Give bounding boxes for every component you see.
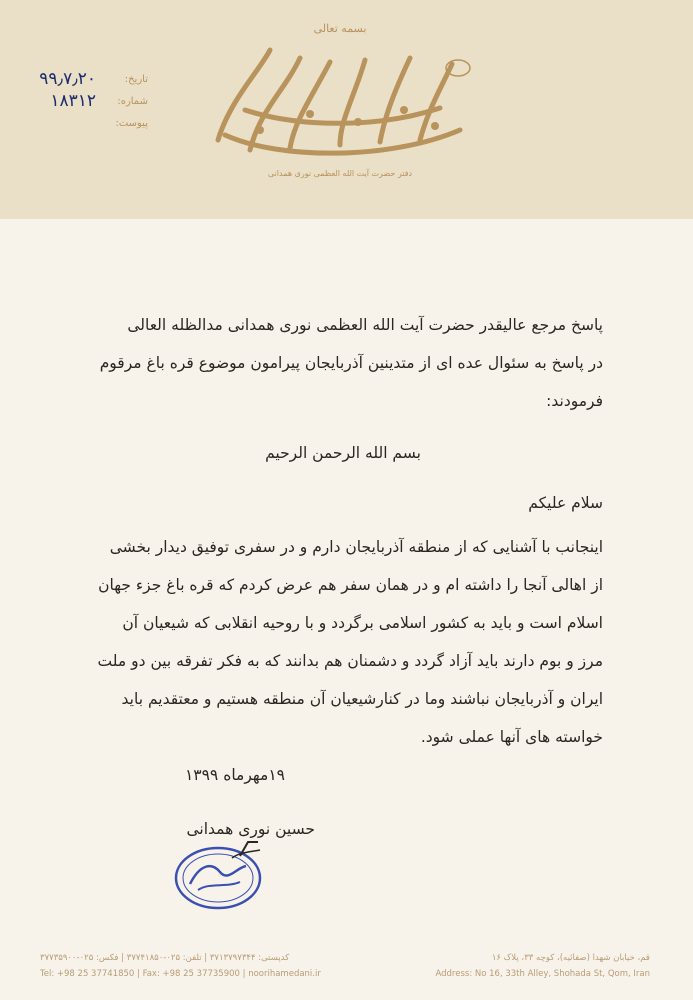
footer-address-fa: قم، خیابان شهدا (صفائیه)، کوچه ۳۳، پلاک ۱۶	[491, 953, 650, 963]
number-label: شماره:	[117, 95, 148, 107]
footer-address-en: Address: No 16, 33th Alley, Shohada St, Qom, Iran	[435, 969, 650, 979]
date-row	[39, 69, 148, 89]
intro-line: فرمودند:	[546, 392, 603, 410]
attachment-row	[100, 114, 148, 132]
intro-line: پاسخ مرجع عالیقدر حضرت آیت الله العظمی نوری همدانی مدالظله العالی	[127, 316, 603, 334]
basmala-mark: بسمه تعالی	[313, 22, 367, 35]
letter-date: ۱۹مهرماه ۱۳۹۹	[184, 766, 285, 784]
paragraph-line: از اهالی آنجا را داشته ام و در همان سفر هم عرض کردم که قره باغ جزء جهان	[98, 576, 603, 594]
letter-footer	[40, 945, 650, 985]
paragraph-line: ایران و آذربایجان نباشند وما در کنارشیعیان آن منطقه هستیم و معتقدیم باید	[121, 690, 603, 708]
letter-body	[83, 316, 603, 776]
date-label: تاریخ:	[124, 73, 148, 85]
footer-contact-fa: کدپستی: ۳۷۱۳۷۹۷۳۴۴ | تلفن: ۰۲۵-۳۷۷۴۱۸۵۰ | فکس: ۰۲۵-۳۷۷۳۵۹۰۰	[40, 953, 290, 963]
signature-name: حسین نوری همدانی	[186, 820, 315, 838]
number-row	[50, 91, 148, 111]
intro-line: در پاسخ به سئوال عده ای از متدینین آذربایجان پیرامون موضوع قره باغ مرقوم	[99, 354, 603, 372]
date-value: ۹۹٫۷٫۲۰	[39, 69, 96, 89]
footer-contact-en: Tel: +98 25 37741850 | Fax: +98 25 37735900 | noorihamedani.ir	[40, 969, 321, 979]
number-value: ۱۸۳۱۲	[50, 91, 96, 111]
seal-stamp	[170, 838, 266, 912]
greeting: سلام علیکم	[528, 494, 603, 512]
letterhead-border	[0, 196, 693, 226]
basmala: بسم الله الرحمن الرحیم	[265, 444, 421, 462]
paragraph-line: اسلام است و باید به کشور اسلامی برگردد و با روحیه انقلابی که شیعیان آن	[122, 614, 603, 632]
paragraph-line: مرز و بوم دارند باید آزاد گردد و دشمنان هم بدانند که به فکر تفرقه بین دو ملت	[97, 652, 603, 670]
letter-date-block	[155, 766, 285, 790]
letterhead-logo	[190, 10, 490, 185]
paragraph-line: اینجانب با آشنایی که از منطقه آذربایجان دارم و در سفری توفیق دیدار بخشی	[109, 538, 603, 556]
attachment-label: پیوست:	[115, 117, 148, 129]
paragraph-line: خواسته های آنها عملی شود.	[420, 728, 603, 746]
letter-meta	[8, 62, 148, 142]
letterhead-subtitle: دفتر حضرت آیت الله العظمی نوری همدانی	[267, 169, 413, 178]
